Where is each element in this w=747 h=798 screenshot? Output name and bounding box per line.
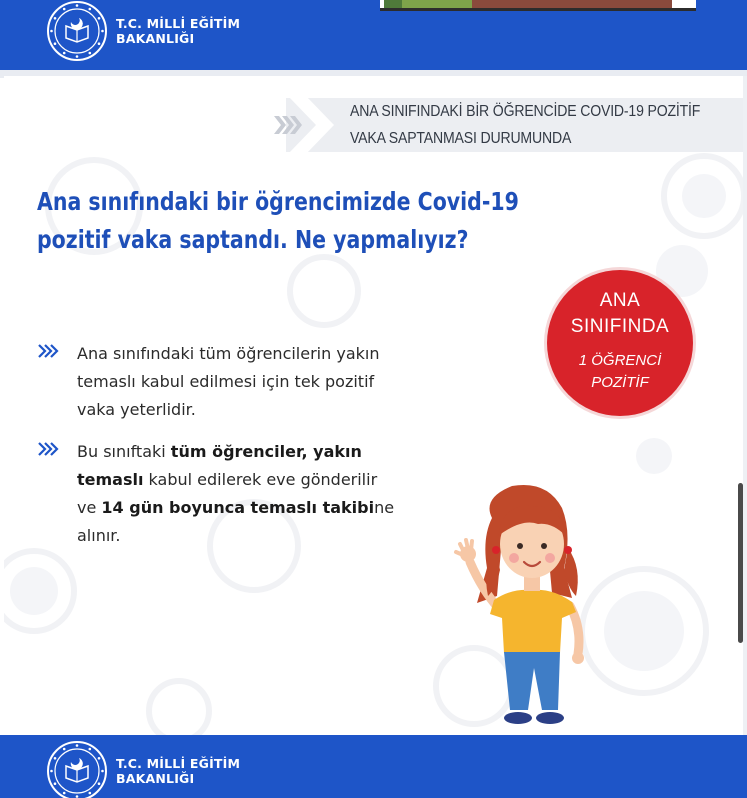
header-bar bbox=[0, 0, 747, 70]
footer-ministry-logo[interactable] bbox=[46, 740, 240, 798]
bullet2-line4: alınır. bbox=[77, 526, 121, 545]
badge-line4: POZİTİF bbox=[591, 374, 649, 391]
double-chevron-icon bbox=[37, 343, 59, 359]
bullet2-line3-bold: 14 gün boyunca temaslı takibi bbox=[101, 498, 375, 517]
badge-line3: 1 ÖĞRENCİ bbox=[578, 352, 662, 369]
page-heading bbox=[37, 183, 519, 259]
bullet1-line1: Ana sınıfındaki tüm öğrencilerin yakın bbox=[77, 344, 380, 363]
footer-bar bbox=[0, 735, 747, 798]
girl-waving-illustration bbox=[452, 478, 592, 732]
bullet2-line3-post: ne bbox=[374, 498, 395, 517]
right-edge bbox=[743, 76, 747, 735]
page-heading-line2: pozitif vaka saptandı. Ne yapmalıyız? bbox=[37, 225, 469, 254]
double-chevron-icon bbox=[37, 441, 59, 457]
list-item bbox=[37, 340, 380, 419]
bullet2-line1-pre: Bu sınıftaki bbox=[77, 442, 171, 461]
footer-ministry-name bbox=[116, 756, 240, 786]
vertical-scrollbar[interactable] bbox=[738, 483, 743, 643]
bullet2-line2-bold: temaslı bbox=[77, 470, 144, 489]
footer-ministry-name-line2: BAKANLIĞI bbox=[116, 771, 195, 786]
building-illustration bbox=[380, 0, 696, 14]
bullet2-line1 bbox=[77, 438, 394, 466]
bullet2-line1-bold: tüm öğrenciler, yakın bbox=[170, 442, 362, 461]
bullet2-line3 bbox=[77, 494, 394, 522]
banner-title-line1: ANA SINIFINDAKİ BİR ÖĞRENCİDE COVID-19 POZİTİF bbox=[350, 103, 701, 120]
list-item bbox=[37, 438, 395, 545]
banner-title-line2: VAKA SAPTANMASI DURUMUNDA bbox=[350, 130, 572, 147]
ministry-seal-icon bbox=[46, 0, 108, 62]
badge-line1: ANA bbox=[599, 290, 641, 311]
banner-title bbox=[350, 98, 701, 152]
bullet-text bbox=[77, 340, 379, 424]
bullet-text bbox=[77, 438, 394, 550]
ministry-name-line1: T.C. MİLLİ EĞİTİM bbox=[116, 16, 241, 31]
chevron-right-icon bbox=[268, 96, 338, 154]
positive-case-badge bbox=[547, 270, 693, 416]
ministry-logo[interactable] bbox=[46, 0, 240, 62]
bullet1-line3: vaka yeterlidir. bbox=[77, 400, 196, 419]
ministry-name-line2: BAKANLIĞI bbox=[116, 31, 195, 46]
page-heading-line1: Ana sınıfındaki bir öğrencimizde Covid-19 bbox=[37, 187, 519, 216]
bullet1-line2: temaslı kabul edilmesi için tek pozitif bbox=[77, 372, 375, 391]
footer-ministry-name-line1: T.C. MİLLİ EĞİTİM bbox=[116, 756, 241, 771]
ministry-seal-icon bbox=[46, 740, 108, 798]
bullet2-line2-post: kabul edilerek eve gönderilir bbox=[143, 470, 378, 489]
bullet2-line3-pre: ve bbox=[77, 498, 102, 517]
ministry-name bbox=[116, 16, 240, 46]
bullet2-line2 bbox=[77, 466, 394, 494]
badge-line2: SINIFINDA bbox=[570, 316, 670, 337]
